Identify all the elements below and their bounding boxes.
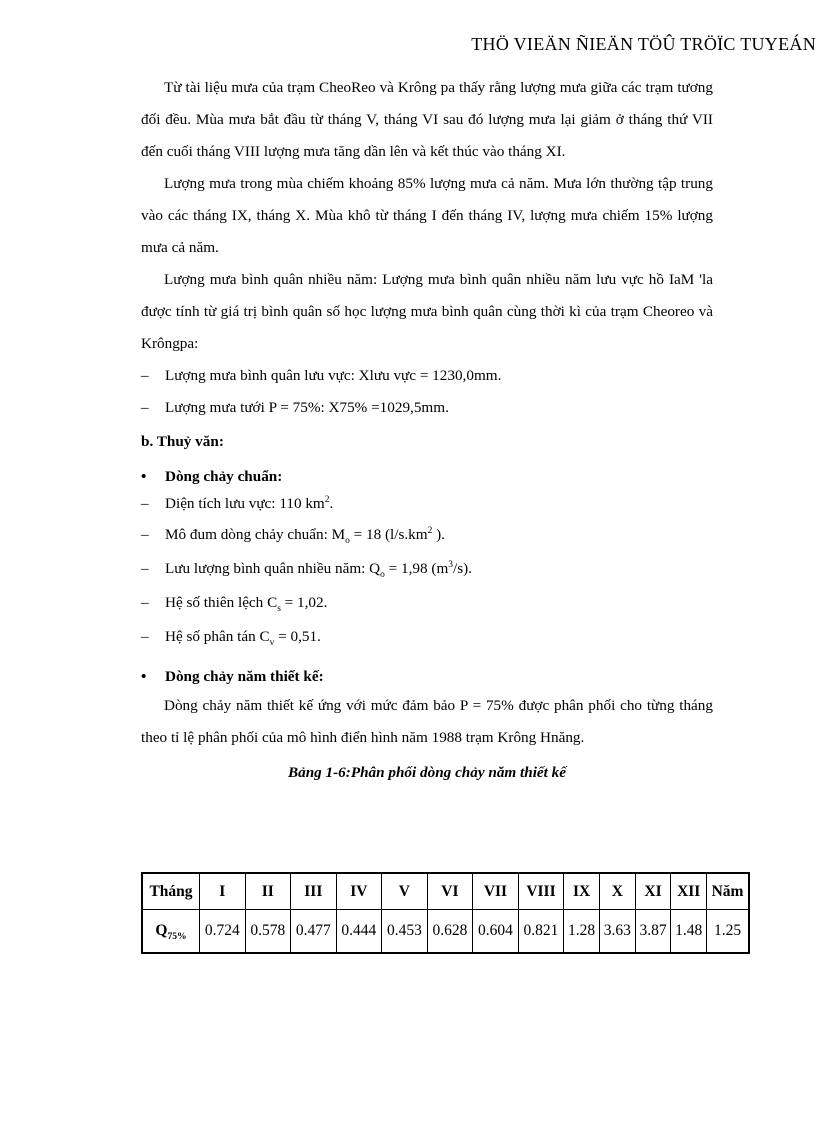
dash-marker: –: [141, 526, 149, 543]
row-label-q75: $Q_{75\%}$: [142, 910, 200, 954]
month-header: IX: [564, 873, 600, 910]
dash-marker: –: [141, 560, 149, 577]
dash-marker: –: [141, 367, 149, 384]
table-row: [142, 910, 749, 954]
variation-coefficient: Hệ số phân tán $C_v = 0,51$.: [165, 628, 321, 649]
dash-marker: –: [141, 495, 149, 512]
year-header: Năm: [707, 873, 749, 910]
mean-discharge: Lưu lượng bình quân nhiều năm: $Q_o = 1,98$ $(m^3/s)$.: [165, 559, 472, 581]
paragraph-design-flow: Dòng chảy năm thiết kế ứng với mức đảm bảo P = 75% được phân phối cho từng tháng theo tỉ lệ phân phối của mô hình điển hình năm 1988 trạm Krông Hnăng.: [141, 697, 713, 746]
table-cell: 0.453: [382, 910, 428, 954]
list-item: [141, 490, 713, 518]
table-cell: 0.821: [518, 910, 564, 954]
list-item: [141, 552, 713, 586]
table-cell: 1.48: [671, 910, 707, 954]
table-cell: 0.724: [200, 910, 246, 954]
subheading-design-flow: [141, 664, 713, 690]
month-header: XI: [635, 873, 671, 910]
table-cell: 0.444: [336, 910, 382, 954]
list-item: [141, 392, 713, 424]
month-header: VI: [427, 873, 473, 910]
month-header: I: [200, 873, 246, 910]
design-flow-table: [141, 872, 750, 954]
table-cell: 1.25: [707, 910, 749, 954]
bullet-marker: •: [141, 668, 147, 685]
table-header-label: Tháng: [142, 873, 200, 910]
table-cell: 0.578: [245, 910, 291, 954]
table-cell: 0.628: [427, 910, 473, 954]
bullet-marker: •: [141, 468, 147, 485]
subheading-text: Dòng chảy năm thiết kế:: [165, 668, 324, 685]
month-header: VII: [473, 873, 519, 910]
table-cell: 0.477: [291, 910, 337, 954]
month-header: X: [599, 873, 635, 910]
month-header: III: [291, 873, 337, 910]
list-item: [141, 518, 713, 552]
month-header: XII: [671, 873, 707, 910]
basin-area: Diện tích lưu vực: 110 $km^2$.: [165, 494, 334, 512]
list-item: [141, 586, 713, 620]
paragraph-rain-average: Lượng mưa bình quân nhiều năm: Lượng mưa bình quân nhiều năm lưu vực hồ IaM 'la được tính từ giá trị bình quân số học lượng mưa bình quân cùng thời kì của trạm Cheoreo và Krôngpa:: [141, 271, 713, 352]
paragraph-rain-season: Từ tài liệu mưa của trạm CheoReo và Krông pa thấy rằng lượng mưa giữa các trạm tương đối đều. Mùa mưa bắt đầu từ tháng V, tháng VI sau đó lượng mưa lại giảm ở tháng thứ VII đến cuối tháng VIII lượng mưa tăng dần lên và kết thúc vào tháng XI.: [141, 79, 713, 160]
subheading-text: Dòng chảy chuẩn:: [165, 468, 283, 485]
month-header: IV: [336, 873, 382, 910]
list-item: [141, 360, 713, 392]
list-item: [141, 620, 713, 654]
dash-marker: –: [141, 628, 149, 645]
flow-modulus: Mô đum dòng chảy chuẩn: $M_o = 18$ ($l/s.km^2$ ).: [165, 525, 445, 547]
table-caption: Bảng 1-6:Phân phối dòng chảy năm thiết kế: [287, 764, 567, 781]
document-body: [141, 72, 713, 788]
table-cell: 3.87: [635, 910, 671, 954]
paragraph-rain-share: Lượng mưa trong mùa chiếm khoảng 85% lượng mưa cả năm. Mưa lớn thường tập trung vào các tháng IX, tháng X. Mùa khô từ tháng I đến tháng IV, lượng mưa chiếm 15% lượng mưa cả năm.: [141, 175, 713, 256]
section-heading-hydrology: b. Thuỷ văn:: [141, 433, 224, 450]
table-header-row: [142, 873, 749, 910]
dash-marker: –: [141, 399, 149, 416]
page-header: THÖ VIEÄN ÑIEÄN TÖÛ TRÖÏC TUYEÁN: [471, 34, 816, 54]
rain-basin-average: Lượng mưa bình quân lưu vực: Xlưu vực = 1230,0mm.: [165, 367, 502, 384]
rain-irrigation: Lượng mưa tưới P = 75%: X75% =1029,5mm.: [165, 399, 449, 416]
table-cell: 1.28: [564, 910, 600, 954]
month-header: II: [245, 873, 291, 910]
dash-marker: –: [141, 594, 149, 611]
month-header: VIII: [518, 873, 564, 910]
table-cell: 3.63: [599, 910, 635, 954]
table-cell: 0.604: [473, 910, 519, 954]
subheading-standard-flow: [141, 464, 713, 490]
month-header: V: [382, 873, 428, 910]
skew-coefficient: Hệ số thiên lệch $C_s = 1,02$.: [165, 594, 328, 615]
